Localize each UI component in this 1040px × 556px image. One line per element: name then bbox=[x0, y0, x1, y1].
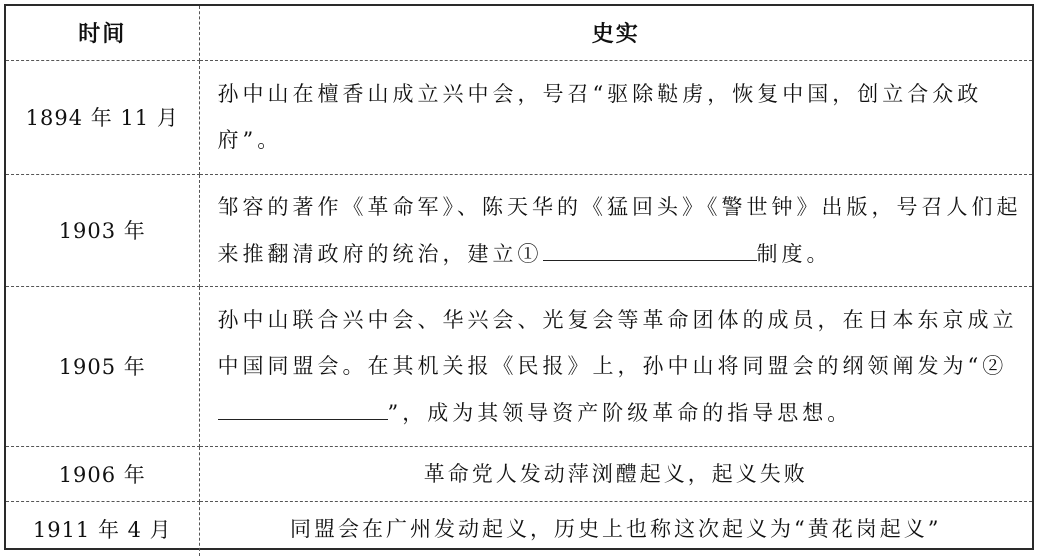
table-row bbox=[6, 501, 1032, 556]
header-time: 时间 bbox=[6, 6, 199, 60]
fill-in-blank-2[interactable] bbox=[218, 389, 388, 420]
fill-in-blank-1[interactable] bbox=[543, 230, 757, 261]
row-2-fact-text-before: 邹容的著作《革命军》、陈天华的《猛回头》《警世钟》出版，号召人们起来推翻清政府的统治，建立① bbox=[217, 194, 1022, 266]
table-row bbox=[6, 446, 1032, 501]
row-5-fact: 同盟会在广州发动起义，历史上也称这次起义为“黄花岗起义” bbox=[199, 501, 1032, 556]
row-3-fact bbox=[199, 286, 1032, 446]
row-1-fact: 孙中山在檀香山成立兴中会，号召“驱除鞑虏，恢复中国，创立合众政府”。 bbox=[199, 60, 1032, 174]
row-1-time: 1894 年 11 月 bbox=[6, 60, 199, 174]
row-2-fact-text-after: 制度。 bbox=[756, 241, 832, 266]
row-4-fact: 革命党人发动萍浏醴起义，起义失败 bbox=[199, 446, 1032, 501]
row-5-time: 1911 年 4 月 bbox=[6, 501, 199, 556]
header-fact: 史实 bbox=[199, 6, 1032, 60]
table-row bbox=[6, 286, 1032, 446]
table-row bbox=[6, 60, 1032, 174]
history-events-table bbox=[6, 6, 1032, 556]
row-3-time: 1905 年 bbox=[6, 286, 199, 446]
table-row bbox=[6, 174, 1032, 286]
table-header-row bbox=[6, 6, 1032, 60]
row-2-time: 1903 年 bbox=[6, 174, 199, 286]
row-4-time: 1906 年 bbox=[6, 446, 199, 501]
row-3-fact-text-after: ”，成为其领导资产阶级革命的指导思想。 bbox=[387, 400, 853, 425]
row-3-fact-text-before: 孙中山联合兴中会、华兴会、光复会等革命团体的成员，在日本东京成立中国同盟会。在其机关报《民报》上，孙中山将同盟会的纲领阐发为“② bbox=[217, 307, 1018, 378]
row-2-fact bbox=[199, 174, 1032, 286]
history-table-frame bbox=[4, 4, 1034, 550]
